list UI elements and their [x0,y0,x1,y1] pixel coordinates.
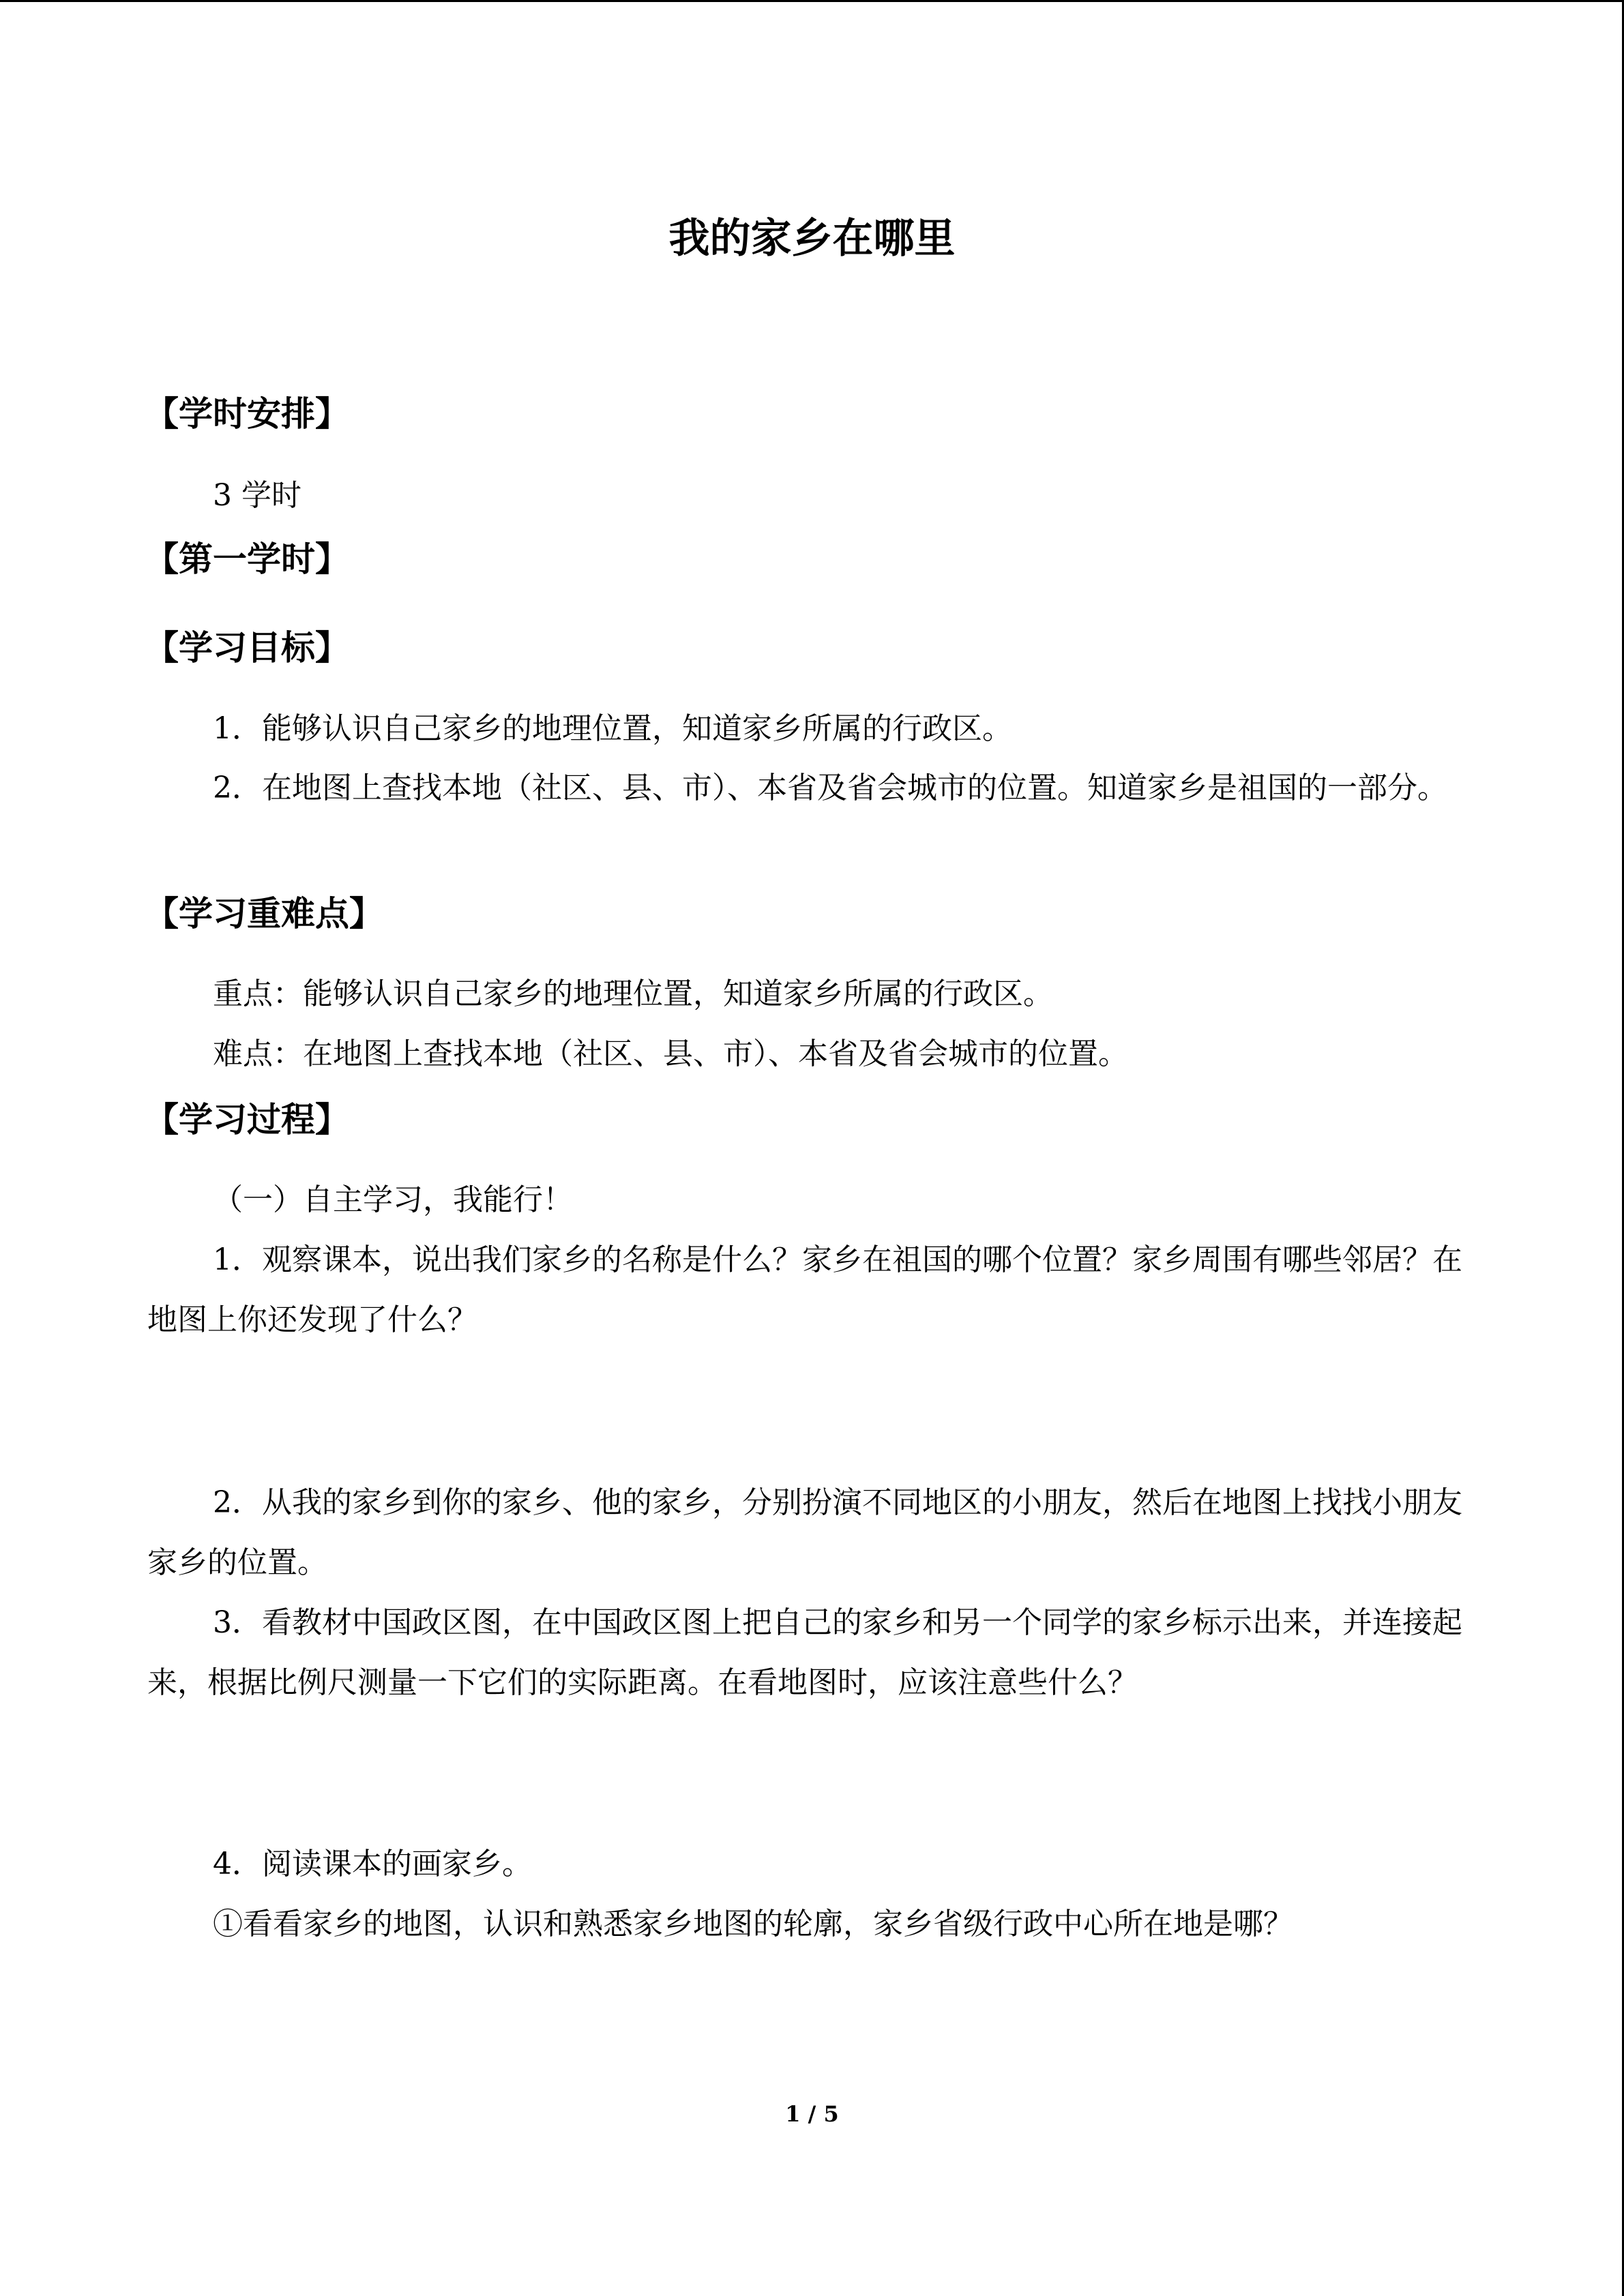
heading-process: 【学习过程】 [145,1099,349,1139]
process-item-4-1: ①看看家乡的地图，认识和熟悉家乡地图的轮廓，家乡省级行政中心所在地是哪？ [213,1907,1293,1941]
difficult-point: 难点：在地图上查找本地（社区、县、市）、本省及省会城市的位置。 [213,1037,1128,1071]
key-point: 重点：能够认识自己家乡的地理位置，知道家乡所属的行政区。 [213,976,1053,1011]
goal-2: 2．在地图上查找本地（社区、县、市）、本省及省会城市的位置。知道家乡是祖国的一部分。 [213,771,1447,805]
process-item-1: 1．观察课本，说出我们家乡的名称是什么？家乡在祖国的哪个位置？家乡周围有哪些邻居？在地图上你还发现了什么？ [147,1242,1462,1337]
process-item-3: 3．看教材中国政区图，在中国政区图上把自己的家乡和另一个同学的家乡标示出来，并连接起来，根据比例尺测量一下它们的实际距离。在看地图时，应该注意些什么？ [147,1605,1462,1700]
page-number: 1 / 5 [785,2101,839,2127]
goal-1: 1．能够认识自己家乡的地理位置，知道家乡所属的行政区。 [213,711,1012,746]
heading-schedule: 【学时安排】 [145,393,349,434]
heading-first-period: 【第一学时】 [145,539,349,579]
page-border-top [0,0,1624,2]
heading-key-points: 【学习重难点】 [145,893,383,934]
process-item-2: 2．从我的家乡到你的家乡、他的家乡，分别扮演不同地区的小朋友，然后在地图上找找小朋友家乡的位置。 [147,1485,1462,1580]
schedule-text: 3 学时 [213,478,301,513]
heading-goals: 【学习目标】 [145,627,349,668]
process-sub-1: （一）自主学习，我能行！ [213,1182,573,1217]
document-title: 我的家乡在哪里 [668,215,956,263]
process-item-4: 4．阅读课本的画家乡。 [213,1847,532,1881]
